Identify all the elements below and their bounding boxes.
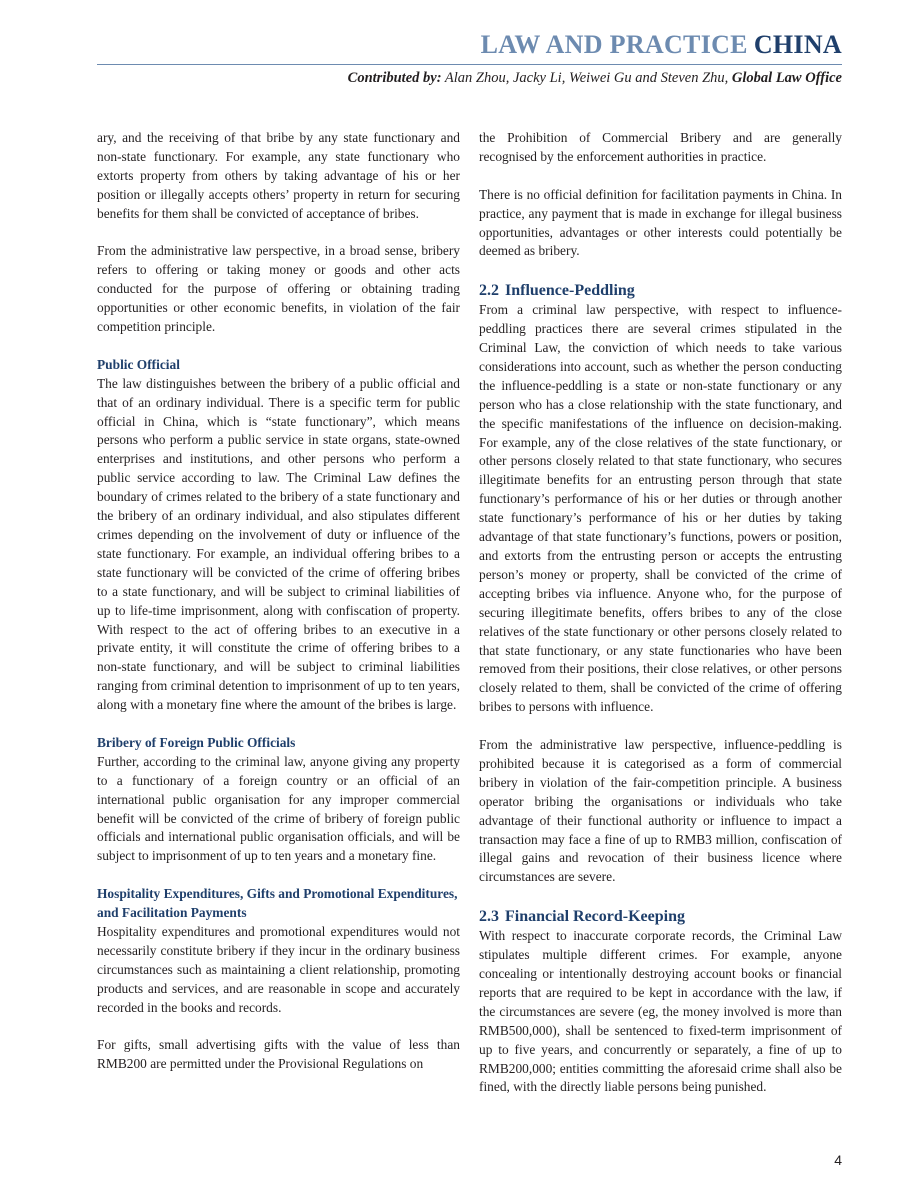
paragraph: From the administrative law perspective, in a broad sense, bribery refers to offering or taking money or goods and other acts conducted for the purpose of offering or obtaining trading opportunities or other economic benefits, in violation of the fair competition principle. xyxy=(97,243,460,335)
paragraph: Further, according to the criminal law, anyone giving any property to a functionary of a foreign country or an official of an international public organisation for any improper commercial benefit will be convicted of the crime of bribery of foreign public officials and international public organisation officials, and will be subject to imprisonment of up to ten years and a monetary fine. xyxy=(97,753,460,864)
section-number: 2.3 xyxy=(479,908,499,926)
header-section-title: LAW AND PRACTICE xyxy=(480,30,748,59)
contrib-authors: Alan Zhou, Jacky Li, Weiwei Gu and Steven Zhu, xyxy=(444,70,729,86)
paragraph: There is no official definition for facilitation payments in China. In practice, any payment that is made in exchange for illegal business opportunities, advantages or other interests could potentially be deemed as bribery. xyxy=(479,186,842,259)
paragraph: the Prohibition of Commercial Bribery and are generally recognised by the enforcement authorities in practice. xyxy=(479,130,842,164)
subheading-hospitality: Hospitality Expenditures, Gifts and Promotional Expenditures, and Facilitation Payments xyxy=(97,886,458,921)
section-title: Financial Record-Keeping xyxy=(505,908,685,926)
section-title: Influence-Peddling xyxy=(505,282,635,300)
subheading-public-official: Public Official xyxy=(97,356,180,372)
subheading-foreign-officials: Bribery of Foreign Public Officials xyxy=(97,734,296,750)
section-heading-2-2 xyxy=(479,280,842,301)
right-column xyxy=(479,129,842,1097)
paragraph: ary, and the receiving of that bribe by any state functionary and non-state functionary. For example, any state functionary who extorts property from others by taking advantage of his or her position or illegally accepts others’ property in return for securing benefits for them shall be convicted of acceptance of bribes. xyxy=(97,130,460,221)
section-heading-2-3 xyxy=(479,906,842,927)
section-number: 2.2 xyxy=(479,282,499,300)
contrib-firm: Global Law Office xyxy=(731,70,842,86)
left-column xyxy=(97,129,460,1074)
contributors-line xyxy=(348,70,842,87)
header-divider xyxy=(97,64,842,65)
header-title xyxy=(481,30,842,60)
paragraph: With respect to inaccurate corporate records, the Criminal Law stipulates multiple different crimes. For example, anyone concealing or intentionally destroying account books or financial reports that are required to be kept in accordance with the law, if the circumstances are severe (eg, the money involved is more than RMB500,000), shall be sentenced to fixed-term imprisonment of up to five years, and concurrently or separately, a fine of up to RMB200,000; entities committing the aforesaid crime shall also be fined, with the directly liable persons being punished. xyxy=(479,928,842,1095)
paragraph: From a criminal law perspective, with respect to influence-peddling practices there are several crimes stipulated in the Criminal Law, the conviction of which needs to take various considerations into account, such as whether the person conducting the influence-peddling is a state or non-state functionary or any person who has a close relationship with the state functionary, and the specific manifestations of the influence on decision-making. For example, any of the close relatives of the state functionary, or other persons closely related to that state functionary, who secures illegitimate benefits for an entrusting person through that state functionary’s performance of his or her duties or through another state functionary’s performance of his or her duties by taking advantage of that state functionary’s functions, powers or position, and extorts from the entrusting person or accepts the entrusting person’s money or property, shall be convicted of the crime of accepting bribes via influence. Anyone who, for the purpose of securing illegitimate benefits, offers bribes to any of the close relatives of the state functionary or other persons closely related to that state functionary, or any state functionaries who have been removed from their positions, their close relatives, or other persons closely related to them, shall be convicted of the crime of offering bribes to persons with influence. xyxy=(479,302,842,715)
paragraph: From the administrative law perspective, influence-peddling is prohibited because it is categorised as a form of commercial bribery in violation of the fair-competition principle. A business operator bribing the organisations or individuals who take advantage of their functional authority or influence to impact a transaction may face a fine of up to RMB3 million, confiscation of illegal gains and revocation of their business licence where circumstances are severe. xyxy=(479,737,842,885)
paragraph: The law distinguishes between the bribery of a public official and that of an ordinary individual. There is a specific term for public official in China, which is “state functionary”, which means persons who perform a public service in state organs, state-owned enterprises and institutions, and other persons who perform a public service according to law. The Criminal Law defines the boundary of crimes related to the bribery of a state functionary and the bribery of an ordinary individual, and also stipulates different crimes depending on the involvement of duty or influence of the state functionary. For example, an individual offering bribes to a state functionary will be convicted of the crime of offering bribes to a state functionary, and will be subject to criminal liabilities of up to life-time imprisonment, along with confiscation of property. With respect to the act of offering bribes to an executive in a private entity, it will constitute the crime of offering bribes to a non-state functionary, and will be subject to criminal liabilities ranging from criminal detention to imprisonment of up to ten years, along with a monetary fine where the amount of the bribes is large. xyxy=(97,375,460,713)
paragraph: For gifts, small advertising gifts with the value of less than RMB200 are permitted under the Provisional Regulations on xyxy=(97,1037,460,1072)
page-number: 4 xyxy=(834,1152,842,1168)
paragraph: Hospitality expenditures and promotional expenditures would not necessarily constitute bribery if they incur in the ordinary business circumstances such as maintaining a client relationship, promoting products and services, and are reasonable in scope and accurately recorded in the books and records. xyxy=(97,924,460,1015)
contrib-label: Contributed by: xyxy=(347,70,442,86)
header-country: CHINA xyxy=(753,30,842,59)
